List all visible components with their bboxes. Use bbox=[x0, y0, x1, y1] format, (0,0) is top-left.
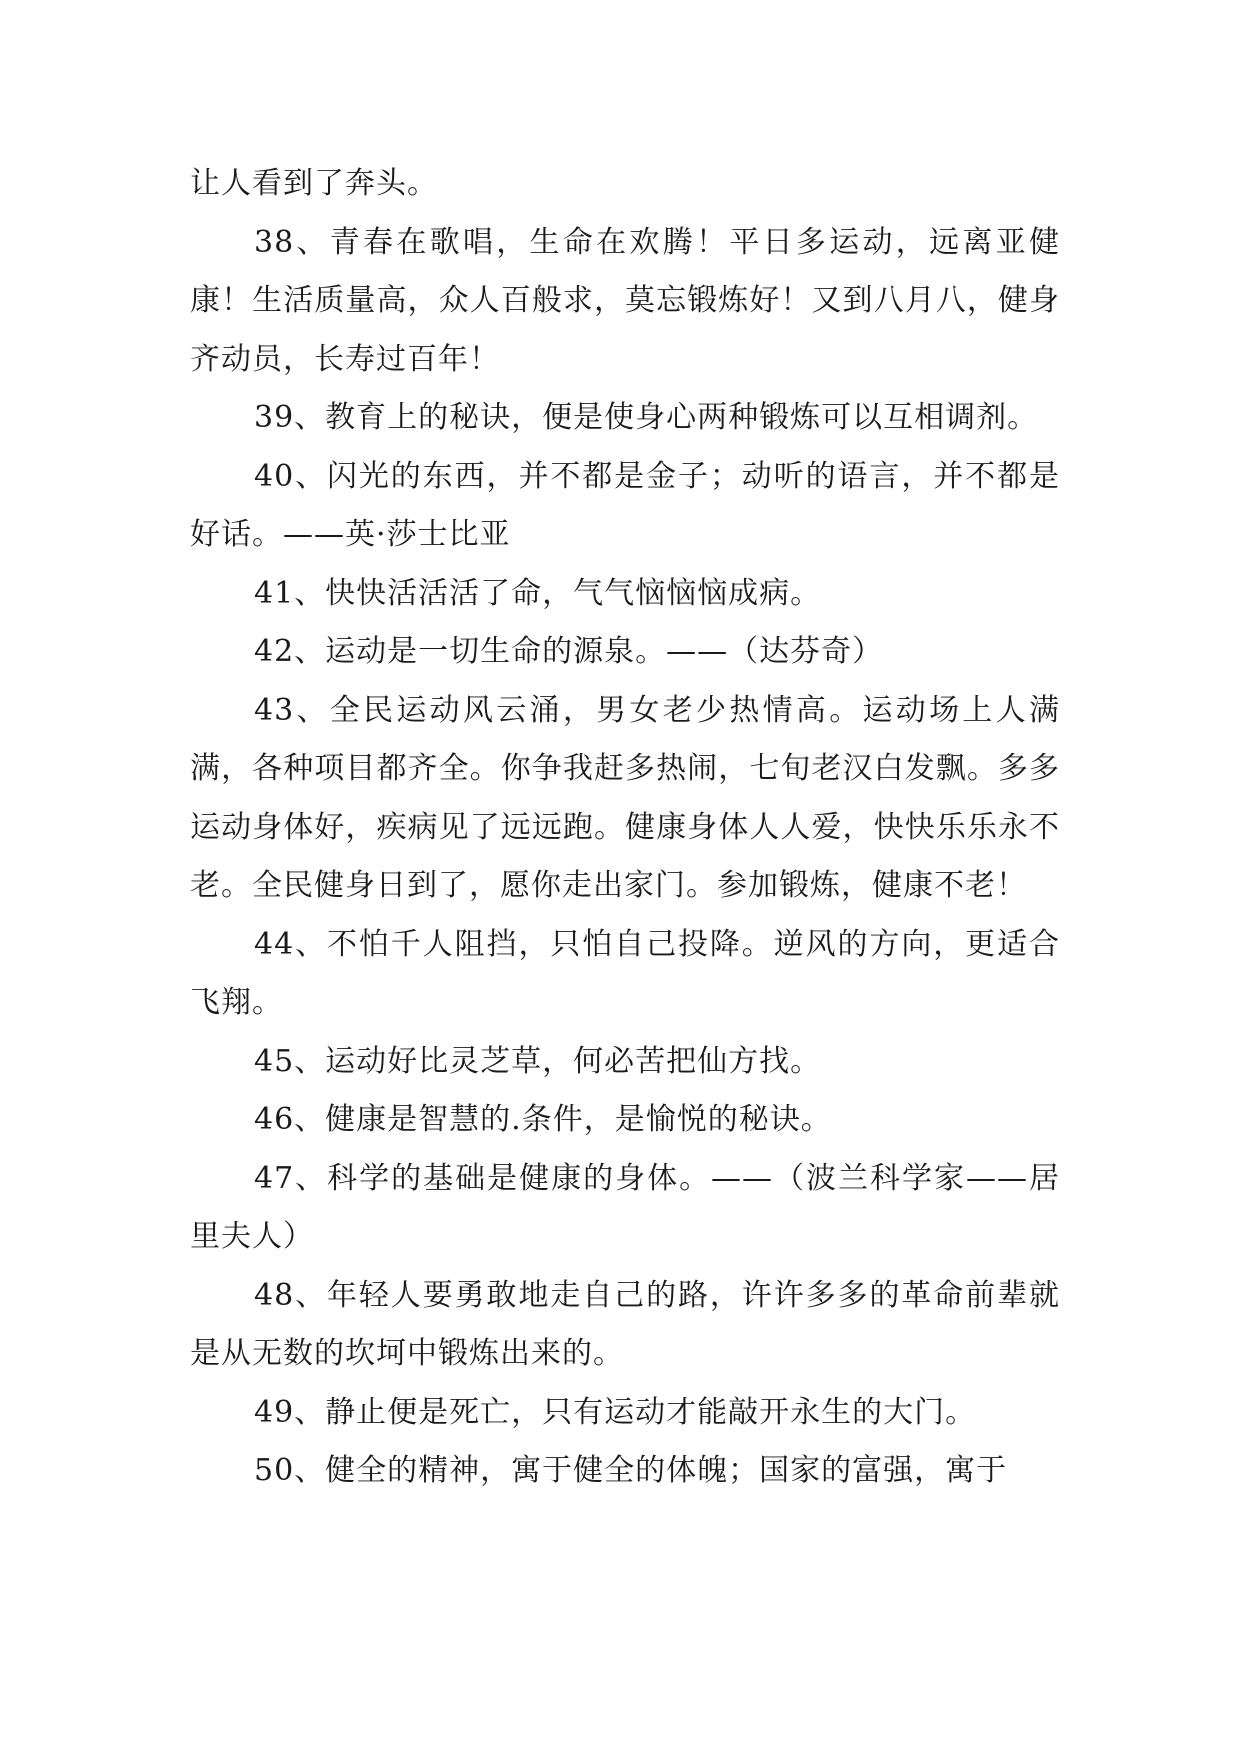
paragraph-38: 38、青春在歌唱，生命在欢腾！平日多运动，远离亚健康！生活质量高，众人百般求，莫忘锻炼好！又到八月八，健身齐动员，长寿过百年！ bbox=[190, 224, 1060, 377]
paragraph-49: 49、静止便是死亡，只有运动才能敲开永生的大门。 bbox=[254, 1394, 977, 1430]
paragraph-40: 40、闪光的东西，并不都是金子；动听的语言，并不都是好话。——英·莎士比亚 bbox=[190, 458, 1060, 552]
paragraph-50: 50、健全的精神，寓于健全的体魄；国家的富强，寓于 bbox=[254, 1453, 1008, 1488]
document-body bbox=[190, 155, 1060, 1501]
paragraph-48: 48、年轻人要勇敢地走自己的路，许许多多的革命前辈就是从无数的坎坷中锻炼出来的。 bbox=[190, 1277, 1060, 1371]
paragraph-43: 43、全民运动风云涌，男女老少热情高。运动场上人满满，各种项目都齐全。你争我赶多热闹，七旬老汉白发飘。多多运动身体好，疾病见了远远跑。健康身体人人爱，快快乐乐永不老。全民健身日到了，愿你走出家门。参加锻炼，健康不老！ bbox=[190, 692, 1060, 903]
paragraph-45: 45、运动好比灵芝草，何必苦把仙方找。 bbox=[254, 1043, 822, 1079]
paragraph-41: 41、快快活活活了命，气气恼恼恼成病。 bbox=[254, 575, 822, 611]
paragraph-continuation: 让人看到了奔头。 bbox=[190, 166, 438, 201]
paragraph-44: 44、不怕千人阻挡，只怕自己投降。逆风的方向，更适合飞翔。 bbox=[190, 926, 1060, 1020]
paragraph-42: 42、运动是一切生命的源泉。——（达芬奇） bbox=[254, 634, 884, 669]
paragraph-46: 46、健康是智慧的.条件，是愉悦的秘诀。 bbox=[254, 1102, 832, 1137]
paragraph-47: 47、科学的基础是健康的身体。——（波兰科学家——居里夫人） bbox=[190, 1160, 1060, 1254]
paragraph-39: 39、教育上的秘诀，便是使身心两种锻炼可以互相调剂。 bbox=[254, 400, 1039, 435]
